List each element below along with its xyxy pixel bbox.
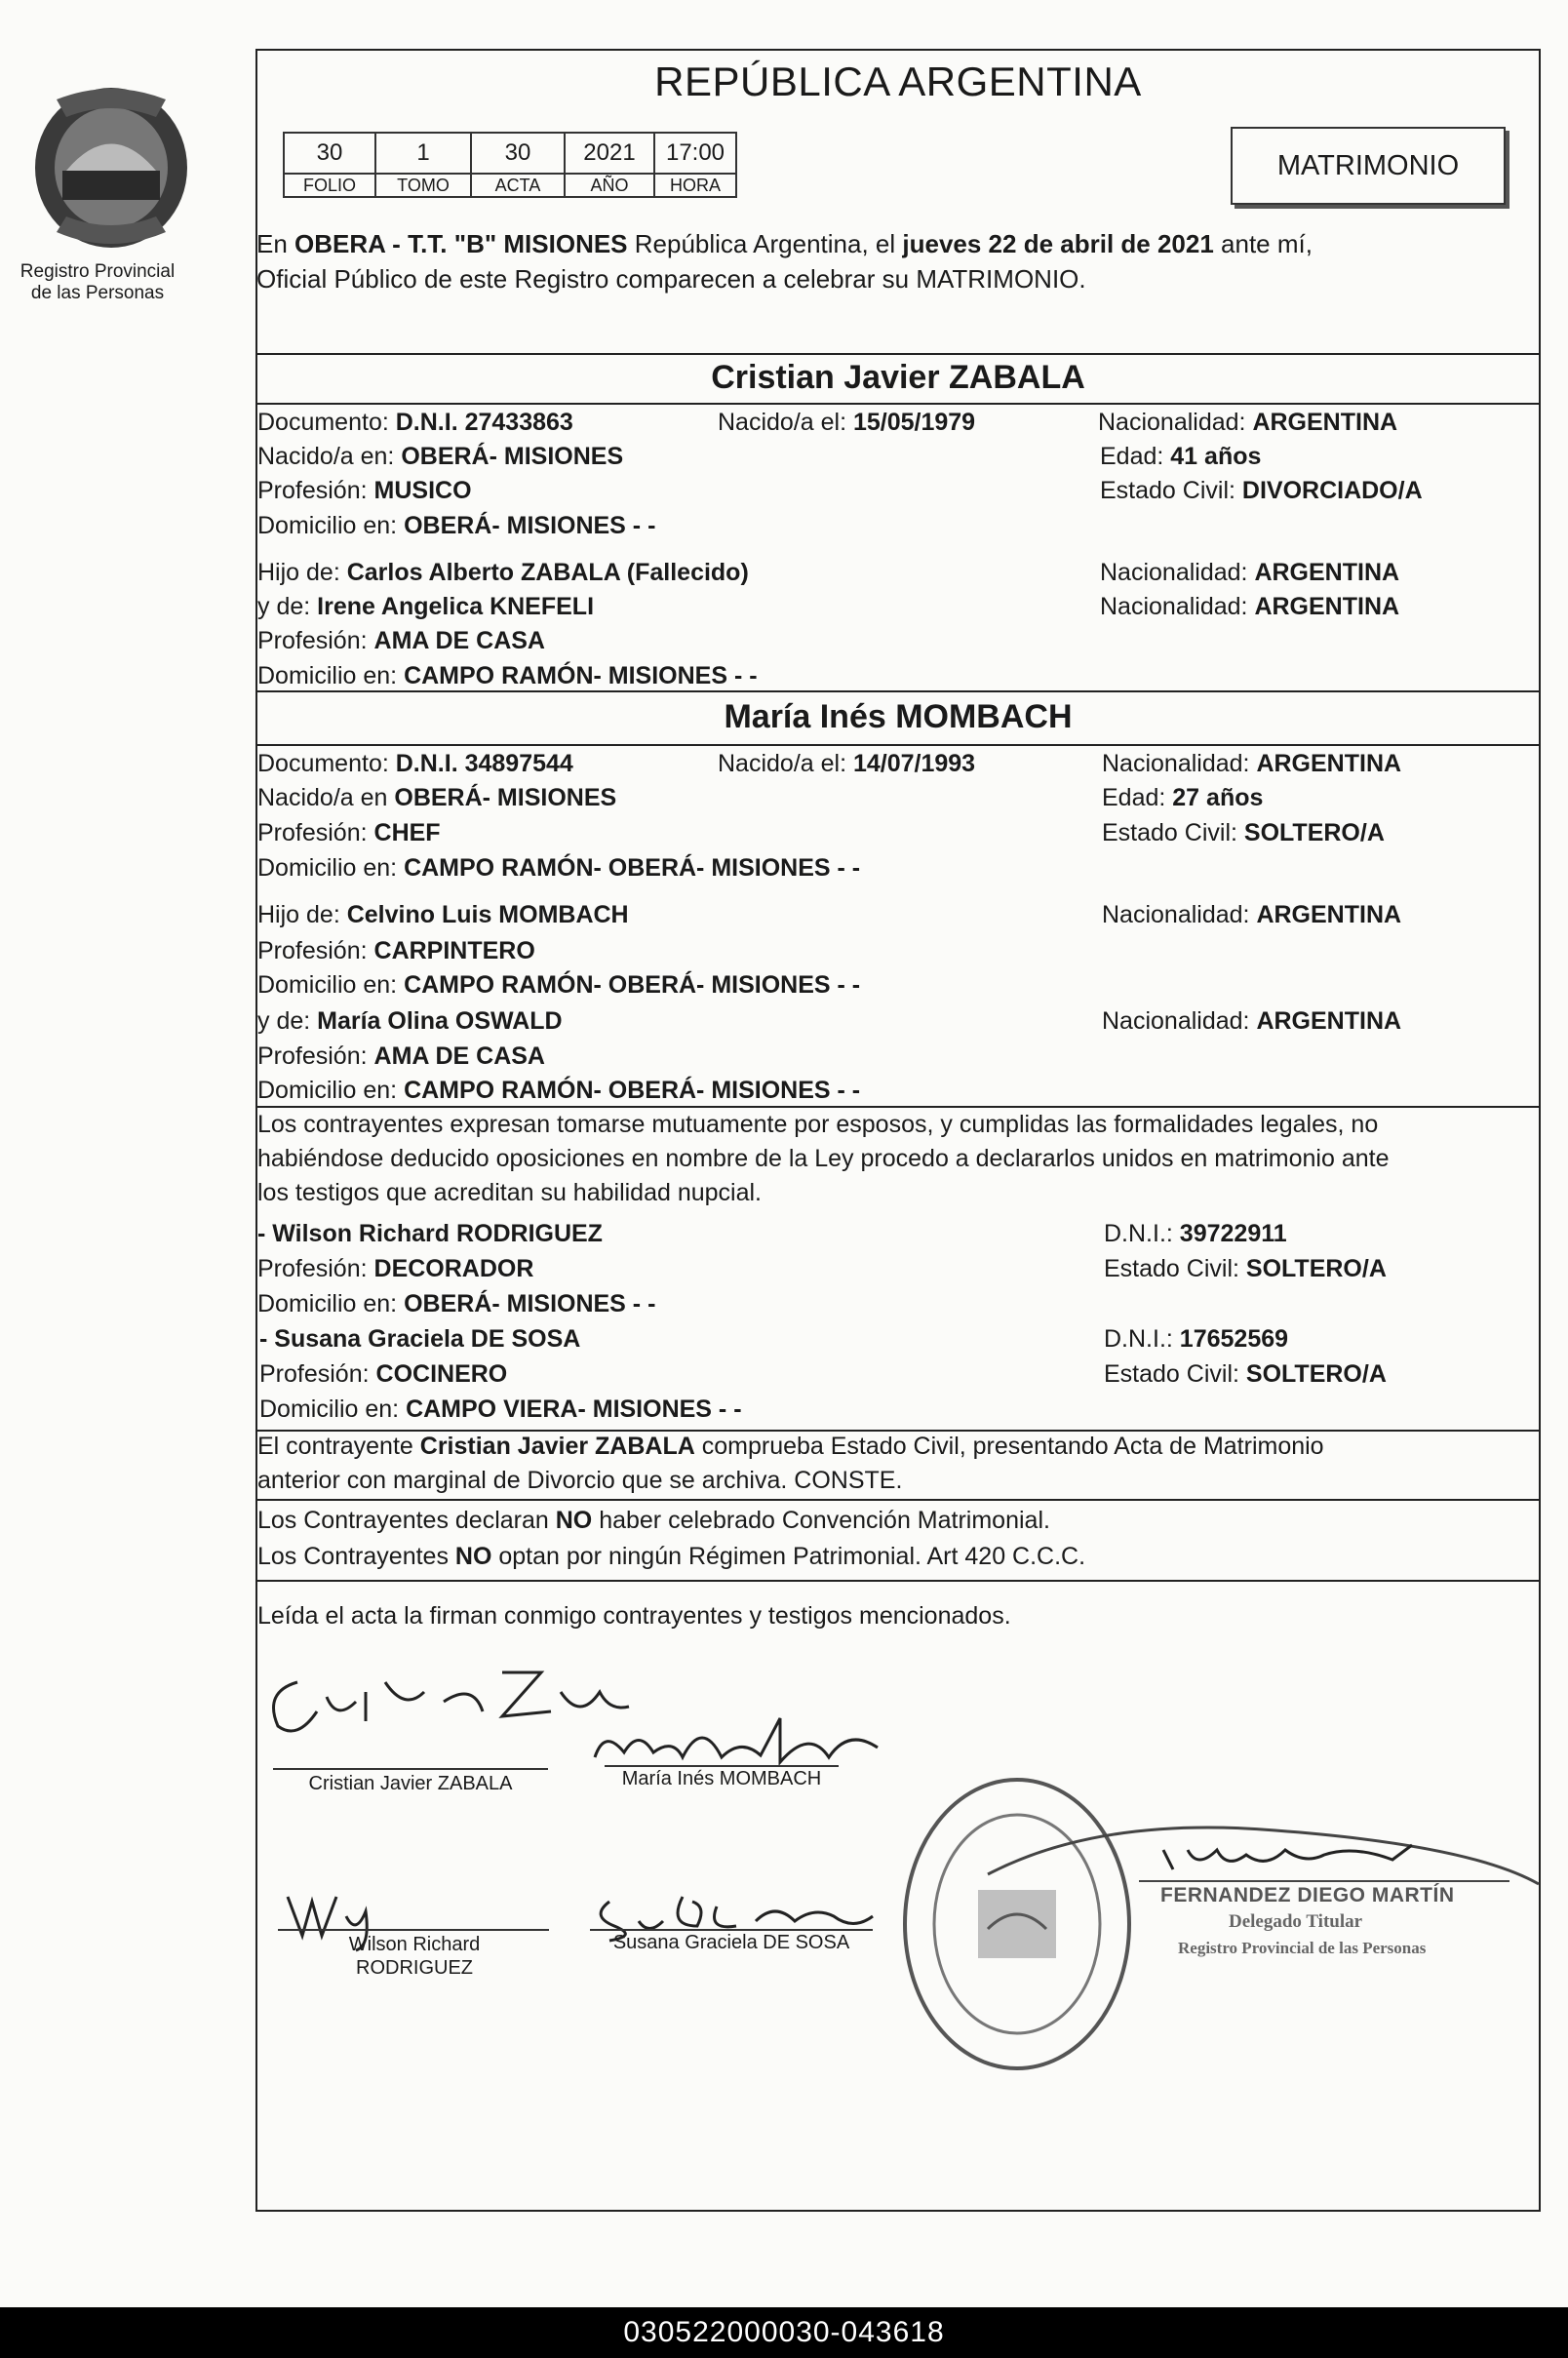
act-type-badge: MATRIMONIO	[1231, 127, 1506, 205]
reading-note: Leída el acta la firman conmigo contrayentes y testigos mencionados.	[257, 1602, 1011, 1630]
registry-caption-line2: de las Personas	[30, 283, 165, 303]
note-text: haber celebrado Convención Matrimonial.	[592, 1507, 1050, 1534]
intro-text: En	[256, 229, 295, 258]
groom-mother-nationality: ARGENTINA	[1254, 593, 1400, 620]
bride-mother: María Olina OSWALD	[317, 1007, 563, 1035]
witness2-dni: 17652569	[1179, 1325, 1289, 1353]
label: Nacionalidad:	[1100, 559, 1255, 586]
bride-birthdate: 14/07/1993	[852, 750, 976, 777]
declaration-line: los testigos que acreditan su habilidad nupcial.	[257, 1179, 763, 1206]
bride-dni: D.N.I. 34897544	[395, 750, 573, 777]
witness2-address: CAMPO VIERA- MISIONES - -	[406, 1395, 742, 1423]
note-groom-name: Cristian Javier ZABALA	[419, 1433, 695, 1460]
bride-profession: CHEF	[373, 819, 441, 846]
bride-nationality: ARGENTINA	[1256, 750, 1402, 777]
note-text: comprueba Estado Civil, presentando Acta de Matrimonio	[694, 1433, 1324, 1460]
act-metadata-table	[283, 132, 737, 198]
witness1-address: OBERÁ- MISIONES - -	[404, 1290, 656, 1317]
bride-mother-profession: AMA DE CASA	[373, 1042, 545, 1070]
meta-labels-row	[284, 174, 736, 197]
civil-status-note	[257, 1430, 1537, 1498]
divider	[255, 690, 1541, 692]
label: Hijo de:	[257, 901, 347, 928]
intro-paragraph	[256, 226, 1534, 296]
groom-father-nationality: ARGENTINA	[1254, 559, 1400, 586]
label: Nacionalidad:	[1098, 409, 1253, 436]
folio-label: FOLIO	[284, 174, 375, 197]
groom-civil-status: DIVORCIADO/A	[1241, 477, 1423, 504]
label: Nacionalidad:	[1102, 1007, 1257, 1035]
note-no: NO	[555, 1507, 593, 1534]
label: Estado Civil:	[1102, 819, 1244, 846]
official-name: FERNANDEZ DIEGO MARTÍN	[1160, 1884, 1455, 1906]
official-title: Delegado Titular	[1229, 1911, 1363, 1932]
label: Domicilio en:	[257, 512, 405, 539]
label: Nacionalidad:	[1102, 750, 1257, 777]
witness2-row-dom	[255, 1393, 1541, 1426]
label: Domicilio en:	[257, 854, 405, 882]
note-text: El contrayente	[257, 1433, 420, 1460]
note-text: optan por ningún Régimen Patrimonial. Art 420 C.C.C.	[491, 1543, 1086, 1570]
country-title: REPÚBLICA ARGENTINA	[654, 59, 1142, 104]
label: Documento:	[257, 409, 396, 436]
note-no: NO	[454, 1543, 492, 1570]
witness1-row-dom	[255, 1287, 1541, 1320]
label: Nacido/a el:	[718, 409, 853, 436]
bride-signature-label: María Inés MOMBACH	[621, 1768, 822, 1789]
acta-value: 30	[471, 133, 565, 174]
bride-father-nationality: ARGENTINA	[1256, 901, 1402, 928]
declaration-line: Los contrayentes expresan tomarse mutuamente por esposos, y cumplidas las formalidades legales, no	[257, 1111, 1379, 1138]
meta-values-row	[284, 133, 736, 174]
tomo-value: 1	[375, 133, 471, 174]
label: Nacido/a en:	[257, 443, 402, 470]
label: Hijo de:	[257, 559, 347, 586]
witness1-label-line2: RODRIGUEZ	[356, 1957, 473, 1979]
label: y de:	[257, 593, 318, 620]
groom-dni: D.N.I. 27433863	[395, 409, 573, 436]
groom-age: 41 años	[1170, 443, 1262, 470]
witness1-civil-status: SOLTERO/A	[1245, 1255, 1387, 1282]
bride-civil-status: SOLTERO/A	[1243, 819, 1385, 846]
bride-row-dom	[255, 851, 1541, 884]
bride-father-profession: CARPINTERO	[373, 937, 535, 964]
label: Nacido/a en	[257, 784, 395, 811]
registry-caption-line1: Registro Provincial	[20, 261, 176, 282]
bride-mother-nationality: ARGENTINA	[1256, 1007, 1402, 1035]
intro-date: jueves 22 de abril de 2021	[902, 229, 1214, 258]
witness2-signature-label: Susana Graciela DE SOSA	[612, 1932, 850, 1953]
groom-birthplace: OBERÁ- MISIONES	[401, 443, 624, 470]
bride-row-mother	[255, 1004, 1541, 1038]
intro-text: ante mí,	[1213, 229, 1313, 258]
official-org: Registro Provincial de las Personas	[1178, 1939, 1427, 1957]
divider	[255, 1499, 1541, 1501]
bride-mother-address: CAMPO RAMÓN- OBERÁ- MISIONES - -	[404, 1077, 861, 1104]
document-code: 030522000030-043618	[0, 2307, 1568, 2358]
groom-parent-profession: AMA DE CASA	[373, 627, 545, 654]
hora-label: HORA	[654, 174, 736, 197]
label: Profesión:	[257, 819, 374, 846]
groom-profession: MUSICO	[373, 477, 472, 504]
bride-name: María Inés MOMBACH	[724, 698, 1073, 735]
label: Nacido/a el:	[718, 750, 853, 777]
divider	[255, 1580, 1541, 1582]
hora-value: 17:00	[654, 133, 736, 174]
label: Documento:	[257, 750, 396, 777]
label: Edad:	[1102, 784, 1173, 811]
declaration-paragraph	[257, 1108, 1537, 1210]
divider	[255, 353, 1541, 355]
label: D.N.I.:	[1104, 1325, 1180, 1353]
province-seal-logo	[27, 78, 195, 252]
witness1-profession: DECORADOR	[373, 1255, 534, 1282]
divider	[255, 403, 1541, 405]
groom-signature-line	[273, 1768, 548, 1770]
label: Domicilio en:	[257, 662, 405, 689]
witness1-dni: 39722911	[1179, 1220, 1287, 1247]
witness1-row-name	[255, 1217, 1541, 1250]
registry-caption	[0, 261, 195, 304]
groom-father: Carlos Alberto ZABALA (Fallecido)	[346, 559, 749, 586]
groom-parent-address: CAMPO RAMÓN- MISIONES - -	[404, 662, 758, 689]
bride-father: Celvino Luis MOMBACH	[346, 901, 629, 928]
witness1-label-line1: Wilson Richard	[348, 1934, 481, 1955]
bride-row-doc	[255, 747, 1541, 780]
label: Edad:	[1100, 443, 1171, 470]
acta-label: ACTA	[471, 174, 565, 197]
label: Profesión:	[257, 627, 374, 654]
witness1-name: - Wilson Richard RODRIGUEZ	[257, 1220, 603, 1247]
label: Nacionalidad:	[1102, 901, 1257, 928]
intro-line2: Oficial Público de este Registro comparecen a celebrar su MATRIMONIO.	[256, 264, 1086, 294]
bride-row-mother-dom	[255, 1074, 1541, 1107]
bride-father-address: CAMPO RAMÓN- OBERÁ- MISIONES - -	[404, 971, 861, 999]
groom-row-parent-prof	[255, 624, 1541, 657]
tomo-label: TOMO	[375, 174, 471, 197]
groom-row-mother	[255, 590, 1541, 623]
label: Estado Civil:	[1100, 477, 1242, 504]
label: Profesión:	[257, 937, 374, 964]
witness2-row-name	[255, 1322, 1541, 1356]
groom-signature-label: Cristian Javier ZABALA	[308, 1773, 513, 1794]
witness1-row-prof	[255, 1252, 1541, 1285]
groom-row-father	[255, 556, 1541, 589]
label: y de:	[257, 1007, 318, 1035]
bride-birthplace: OBERÁ- MISIONES	[394, 784, 617, 811]
groom-row-birthplace	[255, 440, 1541, 473]
ano-value: 2021	[565, 133, 654, 174]
ano-label: AÑO	[565, 174, 654, 197]
note-text: Los Contrayentes declaran	[257, 1507, 556, 1534]
label: Profesión:	[257, 477, 374, 504]
bride-row-father-dom	[255, 968, 1541, 1002]
label: Domicilio en:	[257, 1290, 405, 1317]
label: Profesión:	[257, 1042, 374, 1070]
bride-age: 27 años	[1172, 784, 1264, 811]
official-signature-line	[1139, 1880, 1509, 1882]
label: D.N.I.:	[1104, 1220, 1180, 1247]
label: Nacionalidad:	[1100, 593, 1255, 620]
divider	[255, 744, 1541, 746]
bride-row-prof	[255, 816, 1541, 849]
groom-nationality: ARGENTINA	[1252, 409, 1398, 436]
bride-row-father	[255, 898, 1541, 931]
bride-row-father-prof	[255, 934, 1541, 967]
groom-row-dom	[255, 509, 1541, 542]
label: Domicilio en:	[259, 1395, 407, 1423]
label: Estado Civil:	[1104, 1360, 1246, 1388]
groom-row-prof	[255, 474, 1541, 507]
witness2-profession: COCINERO	[375, 1360, 508, 1388]
label: Profesión:	[259, 1360, 376, 1388]
convention-note	[257, 1504, 1537, 1574]
intro-text: República Argentina, el	[627, 229, 903, 258]
bride-row-mother-prof	[255, 1040, 1541, 1073]
note-text: Los Contrayentes	[257, 1543, 455, 1570]
groom-birthdate: 15/05/1979	[852, 409, 976, 436]
groom-name: Cristian Javier ZABALA	[711, 359, 1085, 396]
label: Domicilio en:	[257, 971, 405, 999]
folio-value: 30	[284, 133, 375, 174]
label: Profesión:	[257, 1255, 374, 1282]
groom-mother: Irene Angelica KNEFELI	[317, 593, 595, 620]
declaration-line: habiéndose deducido oposiciones en nombre de la Ley procedo a declararlos unidos en matrimonio ante	[257, 1145, 1390, 1172]
witness1-signature-line	[278, 1929, 549, 1931]
witness2-row-prof	[255, 1357, 1541, 1391]
note-text: anterior con marginal de Divorcio que se archiva. CONSTE.	[257, 1467, 903, 1494]
groom-row-doc	[255, 406, 1541, 439]
groom-address: OBERÁ- MISIONES - -	[404, 512, 656, 539]
bride-row-birthplace	[255, 781, 1541, 814]
witness2-name: - Susana Graciela DE SOSA	[259, 1325, 581, 1353]
witness1-signature-label	[293, 1933, 536, 1980]
intro-place: OBERA - T.T. "B" MISIONES	[294, 229, 628, 258]
bride-address: CAMPO RAMÓN- OBERÁ- MISIONES - -	[404, 854, 861, 882]
label: Estado Civil:	[1104, 1255, 1246, 1282]
groom-row-parent-dom	[255, 659, 1541, 692]
label: Domicilio en:	[257, 1077, 405, 1104]
witness2-civil-status: SOLTERO/A	[1245, 1360, 1387, 1388]
